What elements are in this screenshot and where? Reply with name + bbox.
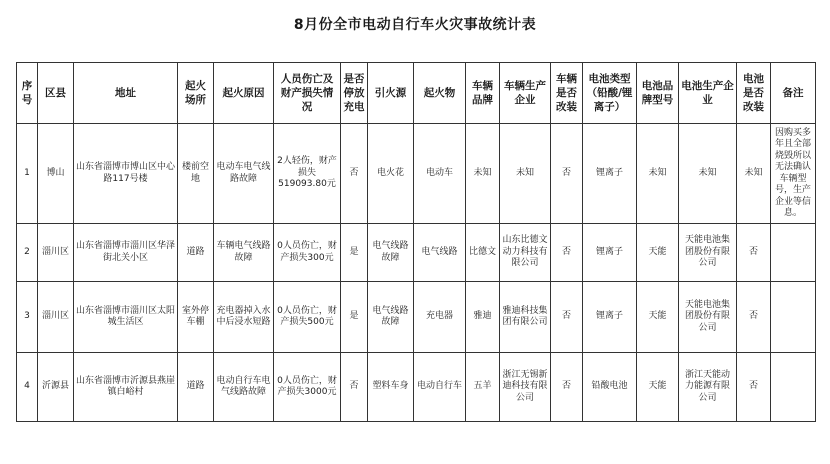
cell-modified: 否 [551,124,583,224]
document-title: 8月份全市电动自行车火灾事故统计表 [293,17,537,33]
cell-seq: 2 [17,224,38,282]
header-maker: 车辆生产企业 [500,63,551,124]
cell-battery-maker: 天能电池集团股份有限公司 [679,224,737,282]
cell-battery-modified: 否 [737,224,771,282]
cell-maker: 山东比德文动力科技有限公司 [500,224,551,282]
cell-ignition: 电火花 [368,124,414,224]
cell-battery-model: 天能 [637,282,679,353]
cell-seq: 4 [17,353,38,422]
table-row [17,224,816,282]
table-row [17,282,816,353]
cell-district: 淄川区 [38,282,74,353]
cell-modified: 否 [551,353,583,422]
cell-cause: 充电器掉入水中后浸水短路 [214,282,274,353]
cell-address: 山东省淄博市淄川区太阳城生活区 [74,282,178,353]
cell-maker: 浙江无锡新迪科技有限公司 [500,353,551,422]
cell-note [771,282,816,353]
cell-battery-type: 锂离子 [583,124,637,224]
cell-place: 室外停车棚 [178,282,214,353]
header-battery-model: 电池品牌型号 [637,63,679,124]
table-header-row [17,63,816,124]
cell-modified: 否 [551,282,583,353]
cell-seq: 3 [17,282,38,353]
cell-battery-maker: 浙江天能动力能源有限公司 [679,353,737,422]
cell-brand: 五羊 [466,353,500,422]
cell-brand: 雅迪 [466,282,500,353]
cell-address: 山东省淄博市淄川区华泽街北关小区 [74,224,178,282]
cell-note [771,353,816,422]
fire-statistics-table [16,62,816,422]
cell-cause: 车辆电气线路故障 [214,224,274,282]
cell-place: 楼前空地 [178,124,214,224]
cell-cause: 电动自行车电气线路故障 [214,353,274,422]
cell-battery-type: 锂离子 [583,282,637,353]
cell-charging: 否 [341,353,368,422]
cell-battery-maker: 天能电池集团股份有限公司 [679,282,737,353]
header-modified: 车辆是否改装 [551,63,583,124]
header-seq: 序号 [17,63,38,124]
header-battery-maker: 电池生产企业 [679,63,737,124]
cell-seq: 1 [17,124,38,224]
cell-burning: 电动车 [414,124,466,224]
header-place: 起火场所 [178,63,214,124]
cell-burning: 充电器 [414,282,466,353]
cell-battery-modified: 否 [737,282,771,353]
header-burning: 起火物 [414,63,466,124]
cell-district: 淄川区 [38,224,74,282]
cell-ignition: 塑料车身 [368,353,414,422]
cell-district: 博山 [38,124,74,224]
cell-charging: 是 [341,282,368,353]
header-cause: 起火原因 [214,63,274,124]
header-note: 备注 [771,63,816,124]
cell-place: 道路 [178,353,214,422]
cell-maker: 雅迪科技集团有限公司 [500,282,551,353]
cell-charging: 否 [341,124,368,224]
cell-charging: 是 [341,224,368,282]
header-charging: 是否停放充电 [341,63,368,124]
cell-modified: 否 [551,224,583,282]
cell-burning: 电动自行车 [414,353,466,422]
header-district: 区县 [38,63,74,124]
cell-loss: 0人员伤亡，财产损失500元 [274,282,341,353]
header-brand: 车辆品牌 [466,63,500,124]
cell-address: 山东省淄博市博山区中心路117号楼 [74,124,178,224]
cell-ignition: 电气线路故障 [368,224,414,282]
cell-maker: 未知 [500,124,551,224]
cell-ignition: 电气线路故障 [368,282,414,353]
header-loss: 人员伤亡及财产损失情况 [274,63,341,124]
cell-battery-maker: 未知 [679,124,737,224]
cell-note: 因购买多年且全部烧毁所以无法确认车辆型号，生产企业等信息。 [771,124,816,224]
cell-battery-type: 铅酸电池 [583,353,637,422]
cell-cause: 电动车电气线路故障 [214,124,274,224]
cell-burning: 电气线路 [414,224,466,282]
cell-battery-model: 天能 [637,224,679,282]
cell-battery-modified: 否 [737,353,771,422]
cell-address: 山东省淄博市沂源县燕崖镇白峪村 [74,353,178,422]
header-battery-modified: 电池是否改装 [737,63,771,124]
cell-loss: 2人轻伤，财产损失519093.80元 [274,124,341,224]
cell-battery-model: 天能 [637,353,679,422]
header-ignition: 引火源 [368,63,414,124]
cell-note [771,224,816,282]
cell-battery-modified: 未知 [737,124,771,224]
cell-district: 沂源县 [38,353,74,422]
cell-brand: 比德文 [466,224,500,282]
header-battery-type: 电池类型（铅酸/锂离子） [583,63,637,124]
header-address: 地址 [74,63,178,124]
cell-brand: 未知 [466,124,500,224]
cell-loss: 0人员伤亡，财产损失300元 [274,224,341,282]
cell-place: 道路 [178,224,214,282]
cell-loss: 0人员伤亡，财产损失3000元 [274,353,341,422]
cell-battery-model: 未知 [637,124,679,224]
cell-battery-type: 锂离子 [583,224,637,282]
table-row [17,124,816,224]
table-row [17,353,816,422]
